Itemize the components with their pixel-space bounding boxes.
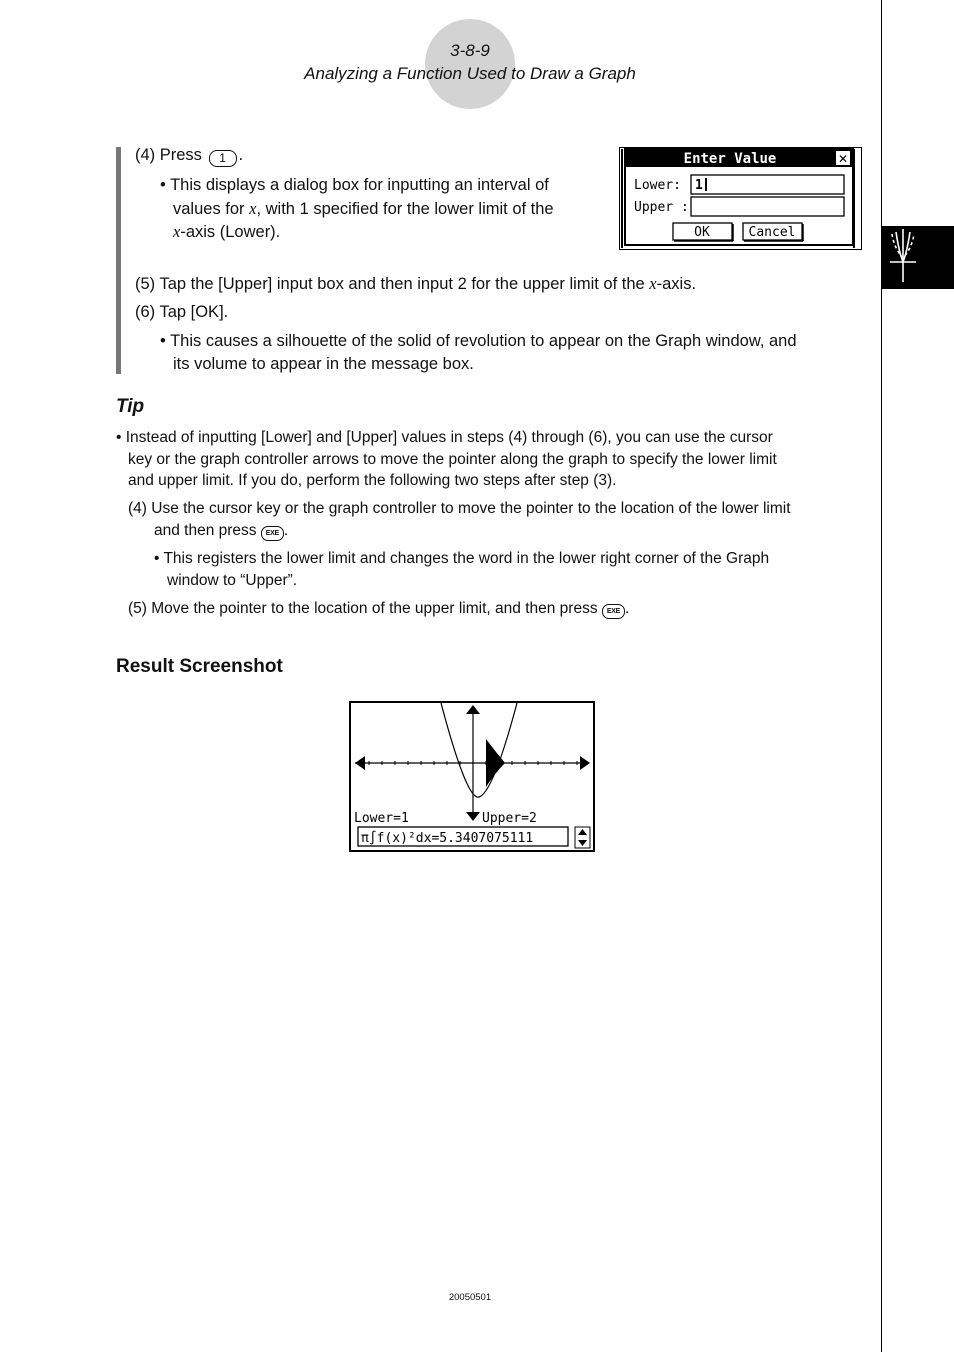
text-cursor (705, 178, 707, 191)
result-graph-screenshot (349, 701, 595, 852)
footer-code: 20050501 (448, 1292, 492, 1303)
tip-line-3: and upper limit. If you do, perform the following two steps after step (3). (128, 472, 617, 489)
lower-label: Lower: (634, 178, 681, 193)
tip-line-2: key or the graph controller arrows to move the pointer along the graph to specify the lower limit (128, 451, 777, 468)
tip-step-5: (5) Move the pointer to the location of the upper limit, and then press EXE . (128, 600, 630, 617)
exe-key-icon: EXE (602, 604, 625, 619)
step-4-bullet-line-2: values for x, with 1 specified for the lower limit of the (173, 199, 554, 218)
message-box-text: π∫f(x)²dx=5.3407075111 (361, 831, 534, 846)
step-4: (4) Press 1 . (135, 146, 244, 165)
chapter-side-tab (882, 226, 954, 289)
tip-title: Tip (116, 396, 145, 417)
page-number: 3-8-9 (450, 41, 490, 60)
enter-value-dialog (619, 147, 862, 250)
step-6-bullet-line-1: • This causes a silhouette of the solid of revolution to appear on the Graph window, and (160, 332, 797, 350)
chapter-title: Analyzing a Function Used to Draw a Graph (304, 64, 636, 83)
step-4-bullet-line-3: x-axis (Lower). (173, 222, 281, 241)
cancel-button-label: Cancel (748, 225, 796, 240)
result-screenshot-title: Result Screenshot (116, 656, 283, 677)
step-4-bullet-line-1: • This displays a dialog box for inputting an interval of (160, 176, 549, 194)
step-6-bullet-line-2: its volume to appear in the message box. (173, 355, 474, 373)
step-5: (5) Tap the [Upper] input box and then input 2 for the upper limit of the x-axis. (135, 274, 697, 293)
tip-step-4-line-1: (4) Use the cursor key or the graph controller to move the pointer to the location of the lower limit (128, 500, 791, 517)
upper-limit-label: Upper=2 (482, 811, 537, 826)
tip-step-4-line-2: and then press EXE . (154, 522, 289, 539)
lower-limit-label: Lower=1 (354, 811, 409, 826)
ok-button-label: OK (694, 225, 710, 240)
lower-input-value: 1 (695, 178, 703, 193)
upper-label: Upper : (634, 200, 689, 215)
page-right-rule (881, 0, 882, 1352)
step-6: (6) Tap [OK]. (135, 303, 229, 321)
lower-input[interactable] (691, 175, 844, 194)
upper-input[interactable] (691, 197, 844, 216)
exe-key-icon: EXE (261, 526, 284, 541)
tip-line-1: • Instead of inputting [Lower] and [Upper] values in steps (4) through (6), you can use the cursor (116, 429, 773, 446)
tip-step-4-bullet-line-2: window to “Upper”. (167, 572, 298, 589)
key-1-icon: 1 (209, 150, 237, 167)
tip-step-4-bullet-line-1: • This registers the lower limit and changes the word in the lower right corner of the Graph (154, 550, 770, 567)
dialog-title: Enter Value (683, 151, 777, 167)
step-section-bar (116, 147, 121, 374)
graph-tab-icon (882, 226, 954, 289)
close-icon: ✕ (837, 152, 849, 166)
